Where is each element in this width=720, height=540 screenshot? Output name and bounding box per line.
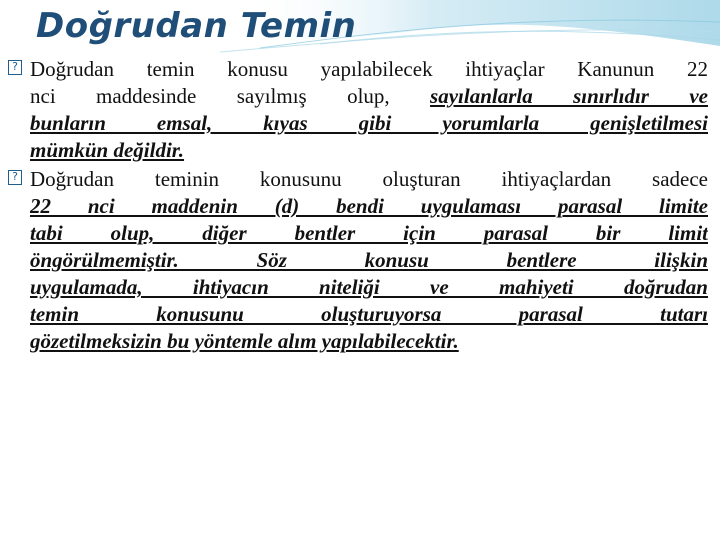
text-line — [30, 166, 708, 193]
emphasized-text: tabi olup, diğer bentler için parasal bir limit — [30, 221, 708, 245]
text-line — [30, 110, 708, 137]
emphasized-text: 22 nci maddenin (d) bendi uygulaması parasal limite — [30, 194, 708, 218]
emphasized-text: mümkün değildir. — [30, 138, 185, 162]
text-run: nci maddesinde sayılmış olup, — [30, 84, 431, 108]
text-line — [30, 83, 708, 110]
emphasized-text: uygulamada, ihtiyacın niteliği ve mahiyeti doğrudan — [30, 275, 708, 299]
body-text — [8, 56, 708, 357]
page-title: Doğrudan Temin — [36, 6, 357, 46]
text-line — [30, 301, 708, 328]
text-line — [30, 137, 708, 164]
missing-glyph-box-icon: ? — [8, 170, 22, 185]
emphasized-text: bunların emsal, kıyas gibi yorumlarla genişletilmesi — [30, 111, 708, 135]
emphasized-text: gözetilmeksizin bu yöntemle alım yapılabilecektir. — [30, 329, 459, 353]
emphasized-text: sayılanlarla sınırlıdır ve — [430, 84, 708, 108]
text-run: Doğrudan teminin konusunu oluşturan ihtiyaçlardan sadece — [30, 167, 708, 191]
text-line — [30, 56, 708, 83]
text-line — [30, 220, 708, 247]
emphasized-text: temin konusunu oluşturuyorsa parasal tutarı — [30, 302, 708, 326]
text-line — [30, 274, 708, 301]
bullet-paragraph — [8, 56, 708, 164]
bullet-paragraph — [8, 166, 708, 355]
emphasized-text: öngörülmemiştir. Söz konusu bentlere ilişkin — [30, 248, 708, 272]
text-line — [30, 247, 708, 274]
text-run: Doğrudan temin konusu yapılabilecek ihtiyaçlar Kanunun 22 — [30, 57, 708, 81]
text-line — [30, 328, 708, 355]
text-line — [30, 193, 708, 220]
missing-glyph-box-icon: ? — [8, 60, 22, 75]
